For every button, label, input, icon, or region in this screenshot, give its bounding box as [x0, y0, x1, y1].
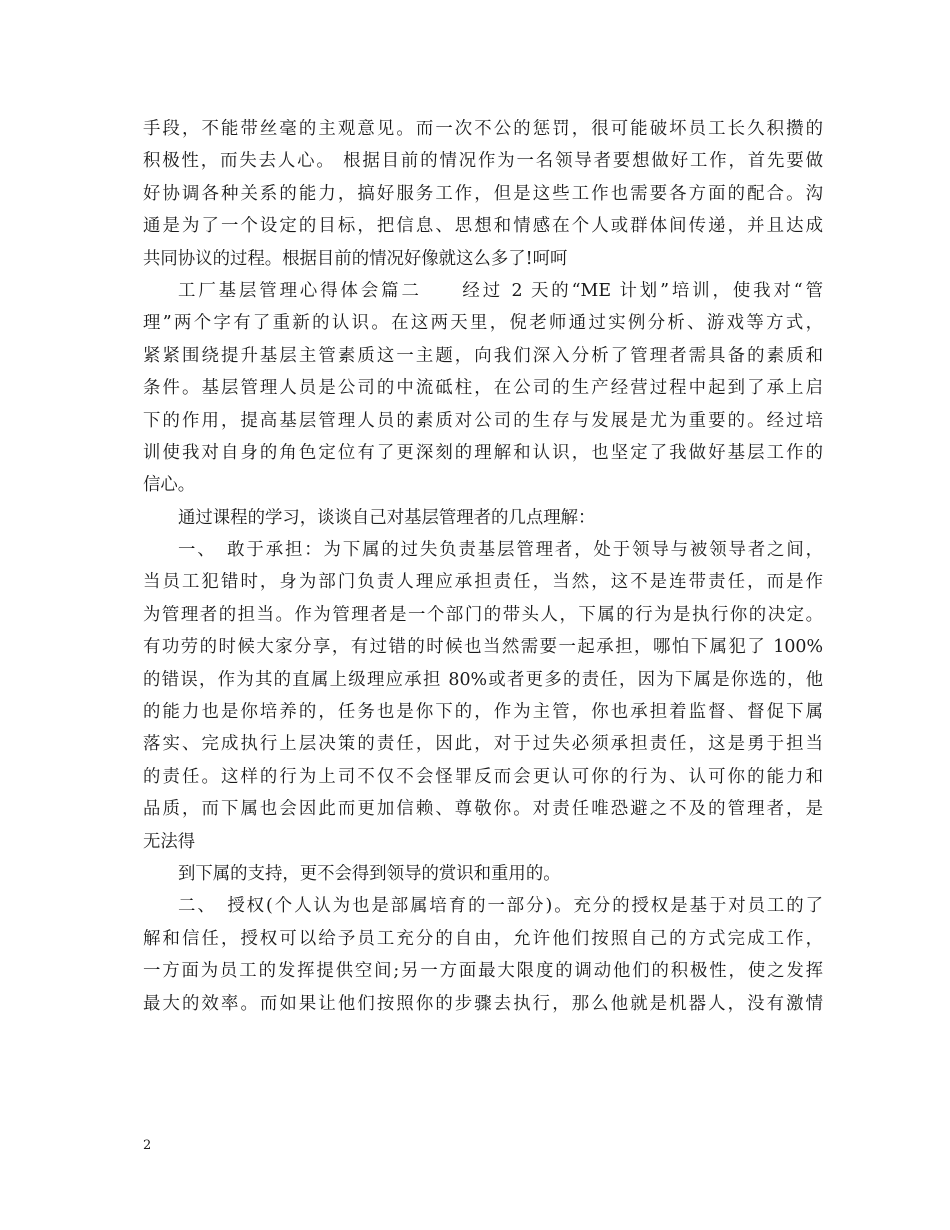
text-line: 最大的效率。而如果让他们按照你的步骤去执行，那么他就是机器人，没有激情: [143, 993, 823, 1014]
text-line: 无法得: [143, 831, 196, 852]
text-line: 到下属的支持，更不会得到领导的赏识和重用的。: [178, 863, 561, 884]
text-line: 一、 敢于承担：为下属的过失负责基层管理者，处于领导与被领导者之间，: [178, 540, 823, 561]
text-line: 工厂基层管理心得体会篇二 经过 2 天的“ME 计划”培训，使我对“管: [178, 280, 823, 301]
text-line: 解和信任，授权可以给予员工充分的自由，允许他们按照自己的方式完成工作，: [143, 928, 823, 949]
text-line: 有功劳的时候大家分享，有过错的时候也当然需要一起承担，哪怕下属犯了 100%: [143, 637, 823, 658]
text-line: 紧紧围绕提升基层主管素质这一主题，向我们深入分析了管理者需具备的素质和: [143, 345, 823, 366]
text-line: 手段，不能带丝毫的主观意见。而一次不公的惩罚，很可能破坏员工长久积攒的: [143, 119, 823, 139]
text-line: 下的作用，提高基层管理人员的素质对公司的生存与发展是尤为重要的。经过培: [143, 410, 823, 431]
text-line: 共同协议的过程。根据目前的情况好像就这么多了!呵呵: [143, 248, 568, 269]
text-line: 一方面为员工的发挥提供空间;另一方面最大限度的调动他们的积极性，使之发挥: [143, 961, 823, 982]
text-line: 积极性，而失去人心。 根据目前的情况作为一名领导者要想做好工作，首先要做: [143, 151, 823, 172]
text-line: 训使我对自身的角色定位有了更深刻的理解和认识，也坚定了我做好基层工作的: [143, 442, 823, 463]
text-line: 通是为了一个设定的目标，把信息、思想和情感在个人或群体间传递，并且达成: [143, 216, 823, 237]
text-line: 条件。基层管理人员是公司的中流砥柱，在公司的生产经营过程中起到了承上启: [143, 378, 823, 399]
text-line: 理”两个字有了重新的认识。在这两天里，倪老师通过实例分析、游戏等方式，: [143, 313, 823, 334]
text-line: 落实、完成执行上层决策的责任，因此，对于过失必须承担责任，这是勇于担当: [143, 734, 823, 755]
text-line: 当员工犯错时，身为部门负责人理应承担责任，当然，这不是连带责任，而是作: [143, 572, 823, 593]
text-line: 信心。: [143, 475, 196, 496]
text-line: 的能力也是你培养的，任务也是你下的，作为主管，你也承担着监督、督促下属: [143, 702, 823, 723]
page-number: 2: [143, 1138, 152, 1153]
text-line: 为管理者的担当。作为管理者是一个部门的带头人，下属的行为是执行你的决定。: [143, 604, 823, 625]
body-text: [143, 113, 823, 1020]
text-line: 品质，而下属也会因此而更加信赖、尊敬你。对责任唯恐避之不及的管理者，是: [143, 799, 823, 820]
text-line: 二、 授权(个人认为也是部属培育的一部分)。充分的授权是基于对员工的了: [178, 896, 823, 917]
text-line: 好协调各种关系的能力，搞好服务工作，但是这些工作也需要各方面的配合。沟: [143, 183, 823, 204]
text-line: 的错误，作为其的直属上级理应承担 80%或者更多的责任，因为下属是你选的，他: [143, 669, 823, 690]
text-line: 通过课程的学习，谈谈自己对基层管理者的几点理解：: [178, 507, 596, 528]
text-line: 的责任。这样的行为上司不仅不会怪罪反而会更认可你的行为、认可你的能力和: [143, 766, 823, 787]
